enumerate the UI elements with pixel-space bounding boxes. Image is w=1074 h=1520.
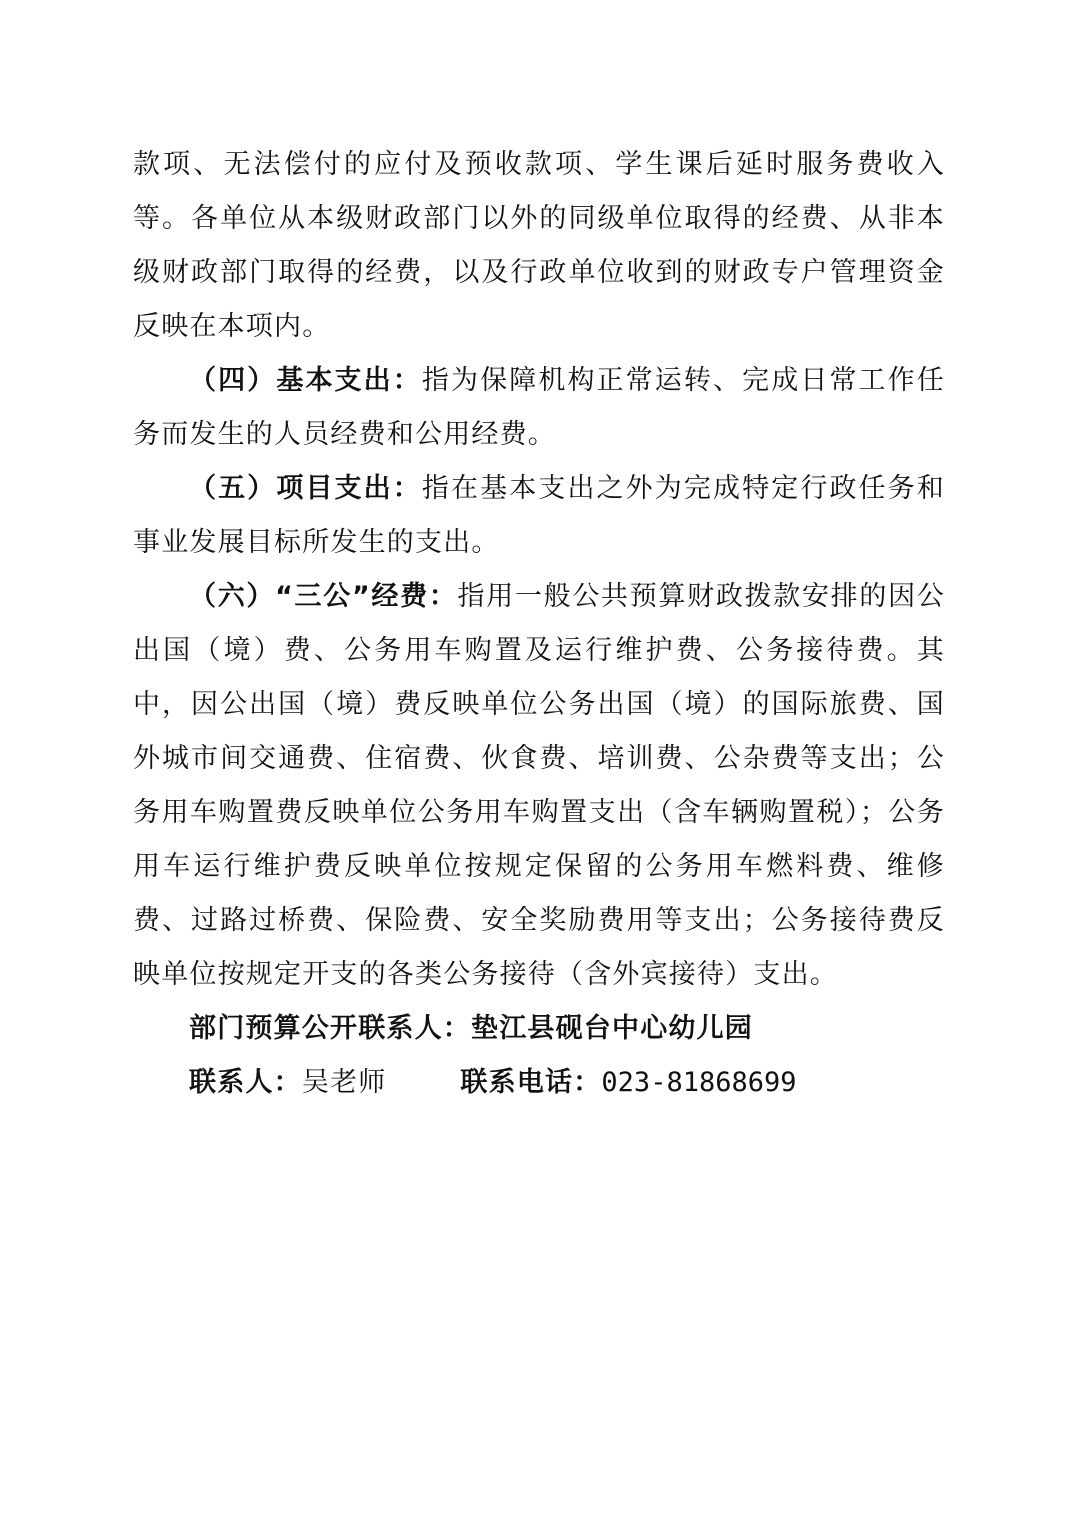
section-heading-three-public-funds: （六）“三公”经费： <box>189 581 458 612</box>
paragraph-text: 款项、无法偿付的应付及预收款项、学生课后延时服务费收入等。各单位从本级财政部门以外的同级单位取得的经费、从非本级财政部门取得的经费，以及行政单位收到的财政专户管理资金反映在本项内。 <box>133 149 945 342</box>
paragraph-project-expenditure <box>133 462 945 570</box>
document-body <box>133 138 945 1110</box>
paragraph-basic-expenditure <box>133 354 945 462</box>
section-heading-project-expenditure: （五）项目支出： <box>189 473 422 504</box>
contact-person-value: 吴老师 <box>301 1067 387 1098</box>
contact-person-line <box>133 1056 945 1110</box>
paragraph-text: 指为保障机构正常运转、完成日常工作任务而发生的人员经费和公用经费。 <box>133 365 945 450</box>
contact-org-value: 垫江县砚台中心幼儿园 <box>471 1013 753 1044</box>
paragraph-text: 指用一般公共预算财政拨款安排的因公出国（境）费、公务用车购置及运行维护费、公务接待费。其中，因公出国（境）费反映单位公务出国（境）的国际旅费、国外城市间交通费、住宿费、伙食费、培训费、公杂费等支出；公务用车购置费反映单位公务用车购置支出（含车辆购置税）；公务用车运行维护费反映单位按规定保留的公务用车燃料费、维修费、过路过桥费、保险费、安全奖励费用等支出；公务接待费反映单位按规定开支的各类公务接待（含外宾接待）支出。 <box>133 581 945 990</box>
paragraph-three-public-funds <box>133 570 945 1002</box>
contact-phone-value: 023-81868699 <box>601 1067 797 1098</box>
paragraph-text: 指在基本支出之外为完成特定行政任务和事业发展目标所发生的支出。 <box>133 473 945 558</box>
contact-org-label: 部门预算公开联系人： <box>189 1013 471 1044</box>
paragraph-continued <box>133 138 945 354</box>
contact-person-label: 联系人： <box>189 1067 302 1098</box>
section-heading-basic-expenditure: （四）基本支出： <box>189 365 422 396</box>
contact-organization-line <box>133 1002 945 1056</box>
contact-phone-label: 联系电话： <box>460 1067 602 1098</box>
